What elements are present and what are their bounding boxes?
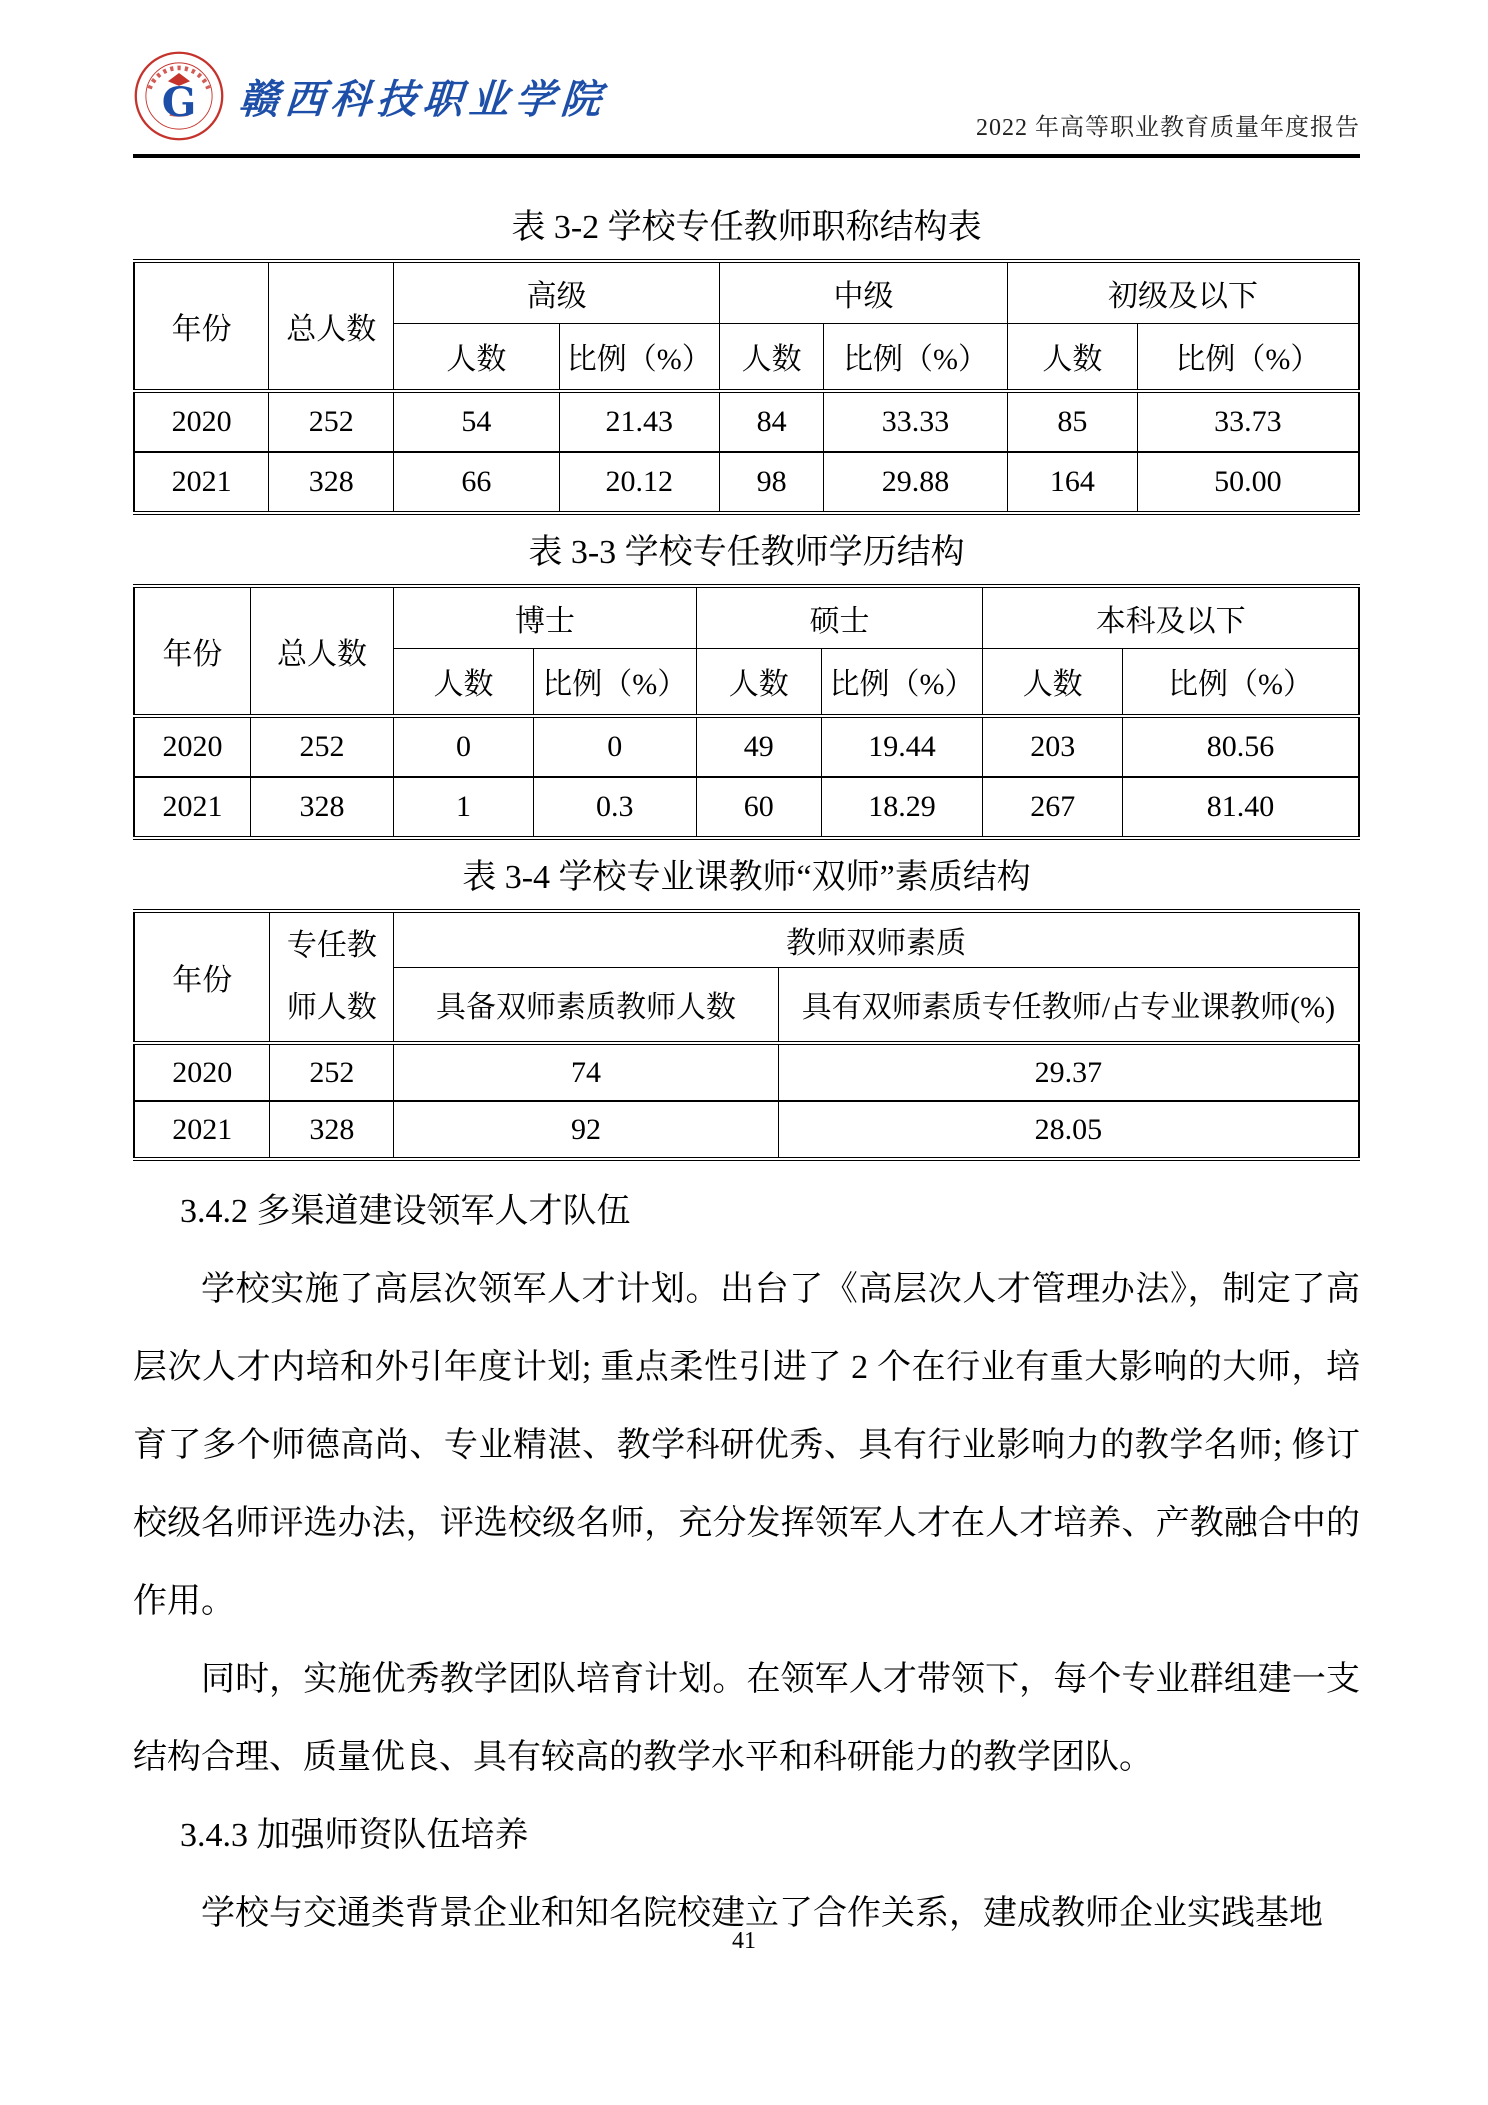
col-group-master: 硕士	[696, 586, 983, 648]
body-text	[133, 1173, 1360, 1953]
table-row	[134, 391, 1359, 452]
table-row	[134, 1043, 1359, 1101]
table-row	[134, 716, 1359, 777]
col-group-doctor: 博士	[394, 586, 697, 648]
value-cell: 0.3	[533, 777, 696, 838]
value-cell: 92	[394, 1101, 779, 1159]
value-cell: 49	[696, 716, 821, 777]
table-row	[134, 777, 1359, 838]
col-header-total: 总人数	[269, 261, 394, 391]
report-title: 2022 年高等职业教育质量年度报告	[976, 115, 1360, 141]
page-number: 41	[732, 1928, 756, 1954]
value-cell: 203	[983, 716, 1123, 777]
page-header	[133, 46, 1360, 146]
col-header-count: 人数	[983, 648, 1123, 716]
svg-text:G: G	[161, 78, 197, 127]
table-row	[134, 452, 1359, 513]
col-group-senior: 高级	[394, 261, 720, 323]
col-header-count: 人数	[696, 648, 821, 716]
col-header-fulltime-teachers: 专任教师人数	[270, 911, 394, 1043]
col-header-ratio: 比例（%）	[1123, 648, 1359, 716]
total-cell: 328	[270, 1101, 394, 1159]
col-header-ratio: 比例（%）	[533, 648, 696, 716]
header-rule	[133, 154, 1360, 158]
value-cell: 54	[394, 391, 559, 452]
total-cell: 252	[269, 391, 394, 452]
year-cell: 2021	[134, 1101, 270, 1159]
value-cell: 0	[394, 716, 534, 777]
col-header-count: 人数	[394, 323, 559, 391]
table-3-3	[133, 584, 1360, 840]
value-cell: 81.40	[1123, 777, 1359, 838]
col-group-dual-qualified: 教师双师素质	[394, 911, 1359, 967]
school-name: 赣西科技职业学院	[237, 76, 609, 122]
value-cell: 33.73	[1137, 391, 1359, 452]
table-row	[134, 1101, 1359, 1159]
paragraph: 学校与交通类背景企业和知名院校建立了合作关系，建成教师企业实践基地	[201, 1895, 1323, 1932]
paragraph: 同时，实施优秀教学团队培育计划。在领军人才带领下，每个专业群组建一支结构合理、质量优良、具有较高的教学水平和科研能力的教学团队。	[133, 1661, 1360, 1776]
value-cell: 60	[696, 777, 821, 838]
table-3-2	[133, 259, 1360, 515]
col-header-total: 总人数	[250, 586, 393, 716]
school-logo-icon	[133, 50, 225, 142]
table-3-4-title: 表 3-4 学校专业课教师“双师”素质结构	[462, 859, 1031, 896]
total-cell: 252	[250, 716, 393, 777]
table-3-3-title: 表 3-3 学校专任教师学历结构	[528, 534, 965, 571]
value-cell: 1	[394, 777, 534, 838]
value-cell: 164	[1007, 452, 1137, 513]
col-header-year: 年份	[134, 586, 250, 716]
paragraph: 学校实施了高层次领军人才计划。出台了《高层次人才管理办法》，制定了高层次人才内培和外引年度计划; 重点柔性引进了 2 个在行业有重大影响的大师，培育了多个师德高尚、专业精湛、教学科研优秀、具有行业影响力的教学名师; 修订校级名师评选办法，评选校级名师，充分发挥领军人才在人才培养、产教融合中的作用。	[133, 1271, 1360, 1620]
year-cell: 2021	[134, 452, 269, 513]
value-cell: 50.00	[1137, 452, 1359, 513]
section-heading-342: 3.4.2 多渠道建设领军人才队伍	[180, 1193, 631, 1230]
value-cell: 267	[983, 777, 1123, 838]
value-cell: 19.44	[821, 716, 983, 777]
value-cell: 0	[533, 716, 696, 777]
total-cell: 328	[269, 452, 394, 513]
value-cell: 74	[394, 1043, 779, 1101]
col-header-ratio: 比例（%）	[559, 323, 719, 391]
value-cell: 20.12	[559, 452, 719, 513]
table-3-4	[133, 909, 1360, 1161]
year-cell: 2020	[134, 391, 269, 452]
year-cell: 2020	[134, 716, 250, 777]
value-cell: 85	[1007, 391, 1137, 452]
col-header-count: 人数	[1007, 323, 1137, 391]
section-heading-343: 3.4.3 加强师资队伍培养	[180, 1817, 529, 1854]
value-cell: 84	[720, 391, 824, 452]
col-header-ratio: 比例（%）	[824, 323, 1008, 391]
year-cell: 2020	[134, 1043, 270, 1101]
total-cell: 328	[250, 777, 393, 838]
col-header-count: 人数	[394, 648, 534, 716]
value-cell: 33.33	[824, 391, 1008, 452]
col-group-intermediate: 中级	[720, 261, 1008, 323]
value-cell: 29.37	[778, 1043, 1359, 1101]
brand	[133, 46, 607, 146]
col-header-year: 年份	[134, 911, 270, 1043]
value-cell: 98	[720, 452, 824, 513]
col-header-dual-ratio: 具有双师素质专任教师/占专业课教师(%)	[778, 967, 1359, 1043]
value-cell: 80.56	[1123, 716, 1359, 777]
value-cell: 18.29	[821, 777, 983, 838]
value-cell: 21.43	[559, 391, 719, 452]
value-cell: 66	[394, 452, 559, 513]
col-header-dual-count: 具备双师素质教师人数	[394, 967, 779, 1043]
col-group-bachelor: 本科及以下	[983, 586, 1359, 648]
col-header-ratio: 比例（%）	[1137, 323, 1359, 391]
value-cell: 29.88	[824, 452, 1008, 513]
value-cell: 28.05	[778, 1101, 1359, 1159]
total-cell: 252	[270, 1043, 394, 1101]
table-3-2-title: 表 3-2 学校专任教师职称结构表	[511, 209, 982, 246]
col-header-year: 年份	[134, 261, 269, 391]
year-cell: 2021	[134, 777, 250, 838]
col-header-ratio: 比例（%）	[821, 648, 983, 716]
col-header-count: 人数	[720, 323, 824, 391]
col-group-junior: 初级及以下	[1007, 261, 1359, 323]
